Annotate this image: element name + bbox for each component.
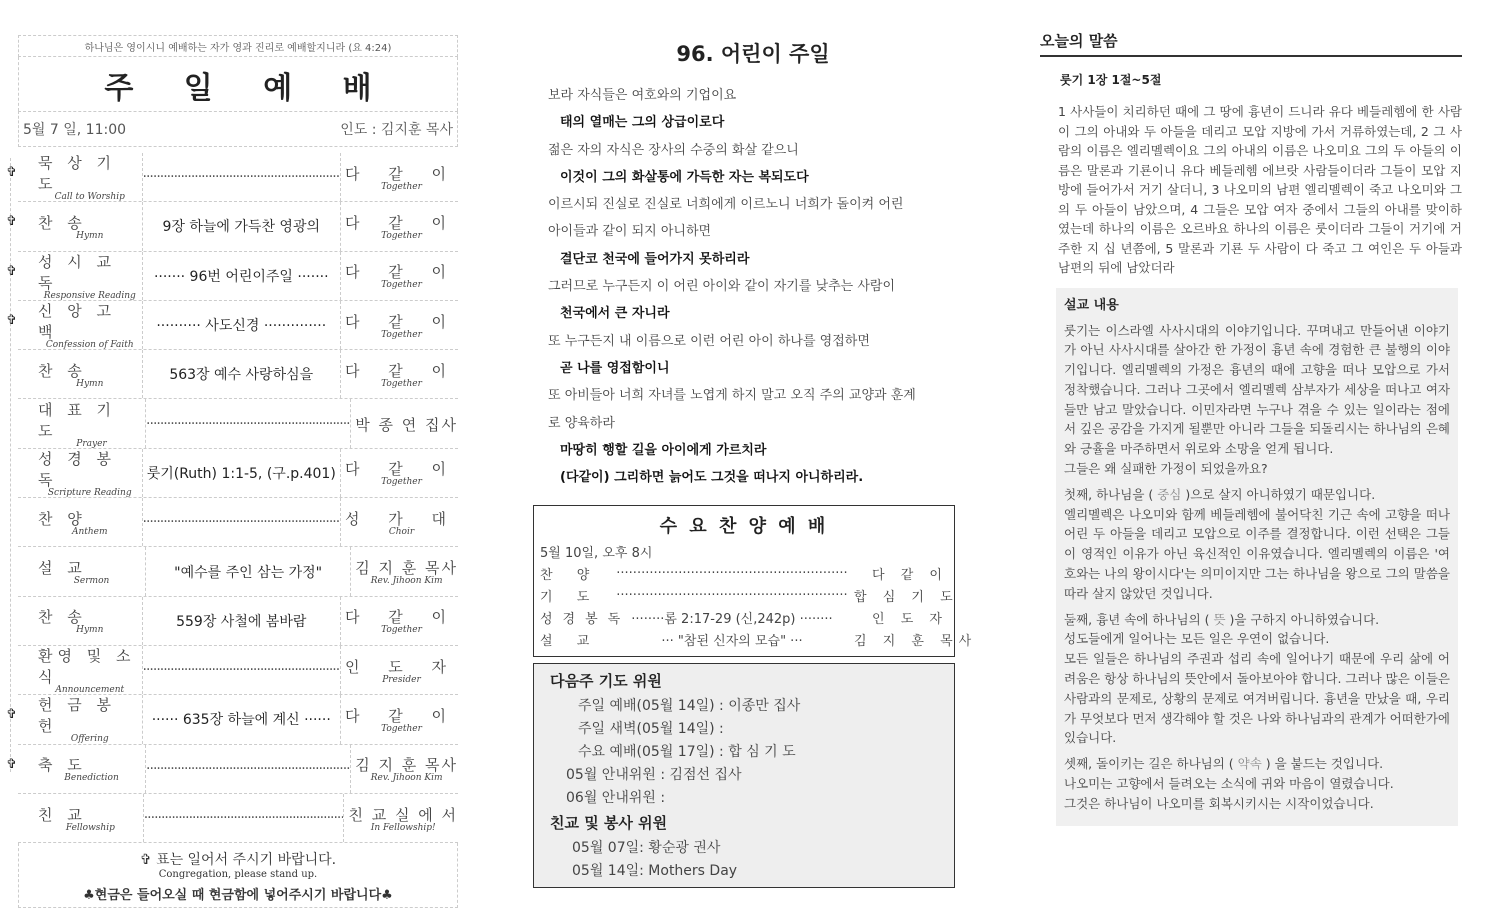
order-leader-ko: 김 지 훈 목사 <box>355 559 458 578</box>
scripture-reference: 룻기 1장 1절~5절 <box>1060 73 1162 87</box>
order-leader-en: Rev. Jihoon Kim <box>370 576 443 587</box>
worship-title: 주 일 예 배 <box>18 57 458 111</box>
order-item-ko: 찬 양 <box>38 509 87 528</box>
stand-icon: ✞ <box>6 756 17 772</box>
order-leader-ko: 친 교 실 에 서 <box>348 805 458 824</box>
reading-line-leader: 아이들과 같이 되지 아니하면 <box>548 224 712 240</box>
blank-answer: 약속 <box>1237 756 1262 772</box>
order-item-content: 9장 하늘에 가득찬 영광의 <box>142 202 341 250</box>
worship-order-row <box>6 301 458 351</box>
order-leader-en: Rev. Jihoon Kim <box>370 773 443 784</box>
reading-line-leader: 보라 자식들은 여호와의 기업이요 <box>548 88 737 103</box>
wednesday-content: ························································ <box>616 565 848 581</box>
worship-order-row <box>18 498 458 547</box>
fellowship-committee-list <box>542 837 946 883</box>
order-item-leader <box>351 754 458 783</box>
order-item-leader <box>341 656 458 685</box>
fellowship-committee-item: 05월 07일: 황순광 권사 <box>572 840 721 857</box>
order-item-en: Announcement <box>55 685 125 696</box>
order-leader-en: Together <box>381 477 422 488</box>
order-item-en: Anthem <box>71 526 108 537</box>
stand-icon: ✞ <box>6 214 17 230</box>
word-title: 오늘의 말씀 <box>1040 30 1462 57</box>
reading-line-leader: 젊은 자의 자식은 장사의 수중의 화살 같으니 <box>548 142 799 158</box>
prayer-committee-item: 수요 예배(05월 17일) : 합 심 기 도 <box>578 744 796 761</box>
reading-title: 96. 어린이 주일 <box>676 42 830 66</box>
prayer-committee-item: 주일 예배(05월 14일) : 이종만 집사 <box>578 698 801 715</box>
order-item-ko: 성 경 봉 독 <box>38 449 117 489</box>
stand-guide-line <box>10 158 12 772</box>
order-leader-en: Together <box>381 625 422 636</box>
stand-notice: ✞ 표는 일어서 주시기 바랍니다. <box>139 852 337 869</box>
order-item-content <box>142 646 341 694</box>
order-item-en: Benediction <box>64 773 119 784</box>
worship-order-row <box>18 350 458 399</box>
order-item-content: "예수를 주인 삼는 가정" <box>145 547 351 595</box>
order-leader-ko: 다 같 이 <box>344 608 458 627</box>
order-item-leader <box>341 311 458 340</box>
order-item-en: Confession of Faith <box>45 340 134 351</box>
order-leader-en: Together <box>381 280 422 291</box>
order-item-ko: 친 교 <box>38 805 87 824</box>
order-leader-ko: 김 지 훈 목사 <box>355 756 458 775</box>
order-leader-ko: 인 도 자 <box>344 657 458 676</box>
sunday-worship-panel <box>6 35 458 908</box>
stand-notice-en: Congregation, please stand up. <box>158 869 318 881</box>
reading-line-congregation: 곧 나를 영접함이니 <box>560 360 670 376</box>
worship-order-row <box>6 202 458 251</box>
worship-order-row <box>6 695 458 745</box>
prayer-committee-list <box>542 695 946 810</box>
committee-box <box>533 663 955 888</box>
worship-order-row <box>18 449 458 498</box>
order-item-name <box>18 360 142 389</box>
order-leader-en: Choir <box>388 526 415 537</box>
order-item-en: Scripture Reading <box>47 487 132 498</box>
order-item-leader <box>351 557 458 586</box>
order-item-en: Offering <box>70 734 109 745</box>
order-item-ko: 성 시 교 독 <box>38 252 117 292</box>
order-item-content: 룻기(Ruth) 1:1-5, (구.p.401) <box>142 449 341 497</box>
order-leader-en: Together <box>381 378 422 389</box>
order-item-en: Hymn <box>76 378 104 389</box>
order-item-name <box>18 251 142 301</box>
reading-line-congregation: (다같이) 그리하면 늙어도 그것을 떠나지 아니하리라. <box>560 470 864 486</box>
prayer-committee-item: 주일 새벽(05월 14일) : <box>578 721 724 738</box>
worship-order-row <box>18 794 458 843</box>
order-item-content <box>145 745 351 793</box>
order-leader-en: Together <box>381 230 422 241</box>
order-leader-ko: 다 같 이 <box>344 361 458 380</box>
order-item-ko: 설 교 <box>38 559 87 578</box>
order-item-leader <box>341 360 458 389</box>
worship-order-row <box>6 153 458 203</box>
wednesday-item: 기 도 <box>540 589 600 605</box>
wednesday-item: 찬 양 <box>540 567 600 583</box>
order-item-leader <box>341 458 458 487</box>
order-item-name <box>18 508 142 537</box>
offering-notice: ♣현금은 들어오실 때 현금함에 넣어주시기 바랍니다♣ <box>83 888 393 904</box>
worship-order-row <box>18 597 458 646</box>
worship-order-row <box>18 646 458 695</box>
order-item-en: Fellowship <box>65 822 115 833</box>
worship-order-list <box>6 153 458 843</box>
order-leader-en: Together <box>381 329 422 340</box>
order-item-ko: 축 도 <box>38 756 87 775</box>
wednesday-leader: 다 같 이 <box>872 567 948 583</box>
sermon-point-2: 둘째, 흉년 속에 하나님의 ( 뜻 )을 구하지 아니하였습니다. 성도들에게 일어나는 모든 일은 우연이 없습니다. 모든 일들은 하나님의 주권과 섭리 속에 일어나기 때문에 우리 삶에 어려움은 항상 하나님의 뜻안에서 돌아보아야 합니다. 그러나 많은 이들은 사람과의 문제로, 상황의 문제로 여겨버립니다. 흉년을 만났을 때, 우리가 무엇보다 먼저 생각해야 할 것은 나와 하나님과의 관계가 어떠한가에 있습니다. <box>1064 611 1450 746</box>
order-item-name <box>18 448 142 498</box>
stand-icon: ✞ <box>6 312 17 328</box>
order-item-en: Call to Worship <box>54 192 125 203</box>
order-leader-ko: 박 종 연 집사 <box>355 416 458 435</box>
todays-word-panel <box>1040 30 1462 826</box>
order-item-leader <box>341 261 458 290</box>
order-item-leader <box>341 705 458 734</box>
wednesday-worship-box <box>533 505 978 657</box>
stand-icon: ✞ <box>6 707 17 723</box>
order-leader-ko: 성 가 대 <box>344 509 458 528</box>
order-leader-ko: 다 같 이 <box>344 460 458 479</box>
order-item-content: ·········· 사도신경 ·············· <box>142 301 341 349</box>
order-item-ko: 묵 상 기 도 <box>38 154 117 194</box>
worship-order-row <box>6 252 458 301</box>
order-item-ko: 신 앙 고 백 <box>38 302 117 342</box>
sermon-point-3: 셋째, 돌이키는 길은 하나님의 ( 약속 ) 을 붙드는 것입니다. 나오미는 고향에서 들려오는 소식에 귀와 마음이 열렸습니다. 그것은 하나님이 나오미를 회복시키시는 시작이었습니다. <box>1064 756 1394 811</box>
reading-line-leader: 또 아비들아 너희 자녀를 노엽게 하지 말고 오직 주의 교양과 훈계 <box>548 388 916 404</box>
reading-line-leader: 또 누구든지 내 이름으로 이런 어린 아이 하나를 영접하면 <box>548 333 870 349</box>
order-item-name <box>18 152 142 202</box>
sermon-intro: 룻기는 이스라엘 사사시대의 이야기입니다. 꾸며내고 만들어낸 이야기가 아닌 사사시대를 살아간 한 가정이 흉년 속에 경험한 큰 불행의 이야기입니다. 엘리멜렉의 가정은 흉년의 때에 고향을 떠나 모압으로 가서 정착했습니다. 그러나 그곳에서 엘리멜렉 삼부자가 세상을 떠나고 여자들만 남고 말았습니다. 이민자라면 누구나 겪을 수 있는 일이라는 점에서 깊은 공감을 가지게 될뿐만 아니라 그들을 되돌리시는 하나님의 은혜와 긍휼을 마주하면서 위로와 소망을 얻게 됩니다. 그들은 왜 실패한 가정이 되었을까요? <box>1064 322 1450 477</box>
order-leader-ko: 다 같 이 <box>344 312 458 331</box>
order-item-en: Hymn <box>76 625 104 636</box>
sermon-point-1: 첫째, 하나님을 ( 중심 )으로 살지 아니하였기 때문입니다. 엘리멜렉은 나오미와 함께 베들레헴에 불어닥친 기근 속에 고향을 떠나 어린 두 아들을 데리고 모압으로 이주를 결정합니다. 이런 선택은 그들이 영적인 이유가 아닌 육신적인 이유였습니다. 엘리멜렉의 이름은 '여호와는 나의 왕이시다'는 의미이지만 그는 하나님을 왕으로 그의 말씀을 따라 살지 않았던 것입니다. <box>1064 486 1450 601</box>
order-item-name <box>18 645 142 695</box>
order-item-en: Sermon <box>73 576 110 587</box>
wednesday-leader: 인 도 자 <box>872 611 948 627</box>
order-leader-ko: 다 같 이 <box>344 263 458 282</box>
header-verse: 하나님은 영이시니 예배하는 자가 영과 진리로 예배할지니라 (요 4:24) <box>18 35 458 57</box>
fellowship-committee-title: 친교 및 봉사 위원 <box>550 814 668 833</box>
order-item-content: ······· 96번 어린이주일 ······· <box>142 252 341 300</box>
wednesday-order <box>540 562 978 650</box>
order-leader-ko: 다 같 이 <box>344 213 458 232</box>
wednesday-item: 성경봉독 <box>540 611 631 627</box>
worship-footer <box>18 843 458 908</box>
order-item-ko: 대 표 기 도 <box>38 400 117 440</box>
wednesday-title: 수 요 찬 양 예 배 <box>659 516 829 538</box>
prayer-committee-item: 05월 안내위원 : 김점선 집사 <box>566 767 742 784</box>
order-item-content <box>143 794 345 842</box>
reading-panel <box>540 38 978 888</box>
reading-line-congregation: 결단코 천국에 들어가지 못하리라 <box>560 251 750 267</box>
reading-line-congregation: 태의 열매는 그의 상급이로다 <box>560 115 725 131</box>
order-item-leader <box>341 212 458 241</box>
wednesday-content: ··· "참된 신자의 모습" ··· <box>661 633 803 649</box>
order-item-en: Prayer <box>76 438 107 449</box>
order-item-leader <box>341 163 458 192</box>
order-item-leader <box>351 414 458 433</box>
order-item-name <box>18 606 142 635</box>
order-item-ko: 찬 송 <box>38 608 87 627</box>
order-item-ko: 환영 및 소식 <box>38 647 136 687</box>
wednesday-content: ········롬 2:17-29 (신,242p) ········ <box>631 611 833 627</box>
order-leader-en: Together <box>381 723 422 734</box>
order-item-content <box>142 498 341 546</box>
order-item-name <box>18 804 143 833</box>
order-leader-ko: 다 같 이 <box>344 164 458 183</box>
order-item-name <box>18 300 142 350</box>
sermon-notes-title: 설교 내용 <box>1064 297 1119 313</box>
prayer-committee-title: 다음주 기도 위원 <box>550 672 662 691</box>
wednesday-content: ························································ <box>616 587 848 603</box>
wednesday-row <box>540 628 978 650</box>
order-item-content <box>145 399 351 447</box>
prayer-committee-item: 06월 안내위원 : <box>566 790 666 807</box>
order-item-ko: 찬 송 <box>38 213 87 232</box>
worship-order-row <box>18 399 458 448</box>
order-item-leader <box>344 804 458 833</box>
worship-date: 5월 7 일, 11:00 <box>23 122 127 138</box>
order-leader-en: Presider <box>382 674 421 685</box>
wednesday-leader: 합 심 기 도 <box>854 589 959 605</box>
reading-line-congregation: 마땅히 행할 길을 아이에게 가르치라 <box>560 442 767 458</box>
order-item-content: 563장 예수 사랑하심을 <box>142 350 341 398</box>
stand-icon: ✞ <box>6 165 17 180</box>
wednesday-item: 설 교 <box>540 633 600 649</box>
order-item-en: Hymn <box>76 230 104 241</box>
responsive-reading <box>548 82 958 491</box>
order-item-en: Responsive Reading <box>43 290 136 301</box>
order-item-content <box>142 153 341 201</box>
reading-line-congregation: 천국에서 큰 자니라 <box>560 306 670 322</box>
order-item-leader <box>341 606 458 635</box>
order-item-name <box>18 399 145 449</box>
order-item-name <box>18 212 142 241</box>
reading-line-congregation: 이것이 그의 화살통에 가득한 자는 복되도다 <box>560 169 809 185</box>
reading-line-leader: 로 양육하라 <box>548 415 615 431</box>
worship-order-row <box>6 745 458 794</box>
wednesday-row <box>540 606 948 628</box>
wednesday-date: 5월 10일, 오후 8시 <box>540 545 653 561</box>
order-item-name <box>18 694 142 744</box>
worship-leader: 인도 : 김지훈 목사 <box>340 122 453 138</box>
reading-line-leader: 그러므로 누구든지 이 어린 아이와 같이 자기를 낮추는 사람이 <box>548 279 896 295</box>
worship-order-row <box>18 547 458 596</box>
order-item-leader <box>341 508 458 537</box>
blank-answer: 중심 <box>1157 486 1182 502</box>
wednesday-leader: 김 지 훈 목사 <box>854 633 978 649</box>
fellowship-committee-item: 05월 14일: Mothers Day <box>572 863 738 880</box>
sermon-notes <box>1056 288 1458 826</box>
order-item-ko: 헌 금 봉 헌 <box>38 696 117 736</box>
wednesday-row <box>540 584 959 606</box>
order-leader-ko: 다 같 이 <box>344 706 458 725</box>
stand-icon: ✞ <box>6 263 17 279</box>
order-leader-en: In Fellowship! <box>370 822 436 833</box>
order-item-name <box>18 557 145 586</box>
order-item-ko: 찬 송 <box>38 361 87 380</box>
order-item-name <box>18 754 145 783</box>
reading-line-leader: 이르시되 진실로 진실로 너희에게 이르노니 너희가 돌이켜 어린 <box>548 197 904 213</box>
worship-dateline <box>18 111 458 147</box>
blank-answer: 뜻 <box>1213 611 1226 627</box>
wednesday-row <box>540 562 948 584</box>
order-item-content: 559장 사철에 봄바람 <box>142 597 341 645</box>
order-item-content: ······ 635장 하늘에 계신 ······ <box>142 695 341 743</box>
order-leader-en: Together <box>381 181 422 192</box>
scripture-text: 1 사사들이 치리하던 때에 그 땅에 흉년이 드니라 유다 베들레헴에 한 사람이 그의 아내와 두 아들을 데리고 모압 지방에 가서 거류하였는데, 2 그 사람의 이름은 엘리멜렉이요 그의 아내의 이름은 나오미요 그의 두 아들의 이름은 말론과 기룐이니 유다 베들레헴 에브랏 사람들이더라 그들이 모압 지방에 들어가서 거기 살더니, 3 나오미의 남편 엘리멜렉이 죽고 나오미와 그의 두 아들이 남았으며, 4 그들은 모압 여자 중에서 그들의 아내를 맞이하였는데 하나의 이름은 오르바요 하나의 이름은 룻이더라 그들이 거기에 거주한 지 십 년쯤에, 5 말론과 기룐 두 사람이 다 죽고 그 여인은 두 아들과 남편의 뒤에 남았더라 <box>1058 104 1462 275</box>
